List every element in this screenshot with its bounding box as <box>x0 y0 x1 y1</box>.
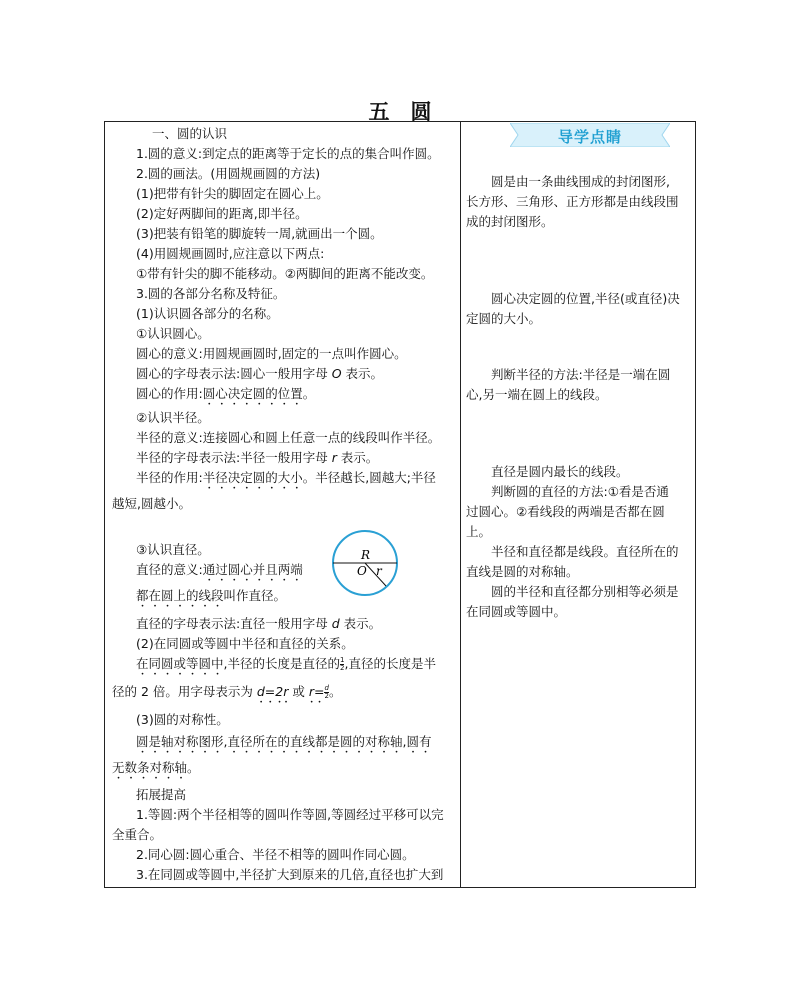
subheading: 拓展提高 <box>136 787 187 802</box>
note-line: 圆的半径和直径都分别相等必须是 <box>466 584 679 599</box>
text-line: (2)在同圆或等圆中半径和直径的关系。 <box>136 636 354 651</box>
text-line: (3)把装有铅笔的脚旋转一周,就画出一个圆。 <box>136 226 383 241</box>
text-line: 都在圆上的线段叫作直径。 <box>136 588 287 603</box>
note-line: 直线是圆的对称轴。 <box>466 564 579 579</box>
text-line: 直径的字母表示法:直径一般用字母 d 表示。 <box>136 616 382 631</box>
text-line: (4)用圆规画圆时,应注意以下两点: <box>136 246 325 261</box>
text-line: (1)把带有针尖的脚固定在圆心上。 <box>136 186 329 201</box>
note-line: 心,另一端在圆上的线段。 <box>466 387 608 402</box>
circle-diagram <box>330 528 400 598</box>
text-line: ③认识直径。 <box>136 542 210 557</box>
text-line: 3.在同圆或等圆中,半径扩大到原来的几倍,直径也扩大到 <box>136 867 444 882</box>
note-line: 判断圆的直径的方法:①看是否通 <box>466 484 669 499</box>
note-line: 上。 <box>466 524 492 539</box>
label-R: R <box>361 548 371 562</box>
text-line: 径的 2 倍。用字母表示为 d=2r 或 $r=\frac{d}{2}$ 。 <box>112 684 342 700</box>
label-r: r <box>376 564 382 578</box>
text-line: 半径的意义:连接圆心和圆上任意一点的线段叫作半径。 <box>136 430 441 445</box>
text-line: 2.同心圆:圆心重合、半径不相等的圆叫作同心圆。 <box>136 847 415 862</box>
text-line: 1.等圆:两个半径相等的圆叫作等圆,等圆经过平移可以完 <box>136 807 444 822</box>
text-line: 圆是轴对称图形,直径所在的直线都是圆的对称轴,圆有 <box>136 734 432 749</box>
section-heading: 一、圆的认识 <box>152 126 228 141</box>
sidebar-title: 导学点睛 <box>557 128 622 146</box>
fraction-d-over-2: $\frac{d}{2}$ <box>324 684 329 700</box>
text-line: 半径的字母表示法:半径一般用字母 r 表示。 <box>136 450 379 465</box>
text-line: 半径的作用:半径决定圆的大小。半径越长,圆越大;半径 <box>136 470 436 485</box>
text-line: 无数条对称轴。 <box>112 760 200 775</box>
note-line: 在同圆或等圆中。 <box>466 604 567 619</box>
note-line: 直径是圆内最长的线段。 <box>466 464 629 479</box>
text-line: ②认识半径。 <box>136 410 210 425</box>
page-title: 五 圆 <box>368 100 432 124</box>
note-line: 成的封闭图形。 <box>466 214 554 229</box>
note-line: 长方形、三角形、正方形都是由线段围 <box>466 194 679 209</box>
column-divider <box>460 121 461 888</box>
note-line: 半径和直径都是线段。直径所在的 <box>466 544 679 559</box>
text-line: 1.圆的意义:到定点的距离等于定长的点的集合叫作圆。 <box>136 146 440 161</box>
text-line: 在同圆或等圆中,半径的长度是直径的 $\frac{1}{2}$ ,直径的长度是半 <box>136 656 436 672</box>
text-line: ①带有针尖的脚不能移动。②两脚间的距离不能改变。 <box>136 266 434 281</box>
note-line: 定圆的大小。 <box>466 311 542 326</box>
text-line: 全重合。 <box>112 827 163 842</box>
text-line: (2)定好两脚间的距离,即半径。 <box>136 206 308 221</box>
text-line: 圆心的意义:用圆规画圆时,固定的一点叫作圆心。 <box>136 346 407 361</box>
text-line: 圆心的作用:圆心决定圆的位置。 <box>136 386 316 401</box>
text-line: 越短,圆越小。 <box>112 496 191 511</box>
text-line: 直径的意义:通过圆心并且两端 <box>136 562 303 577</box>
text-line: 3.圆的各部分名称及特征。 <box>136 286 286 301</box>
note-line: 圆心决定圆的位置,半径(或直径)决 <box>466 291 680 306</box>
note-line: 圆是由一条曲线围成的封闭图形, <box>466 174 670 189</box>
text-line: ①认识圆心。 <box>136 326 210 341</box>
note-line: 过圆心。②看线段的两端是否都在圆 <box>466 504 665 519</box>
text-line: (3)圆的对称性。 <box>136 712 229 727</box>
label-O: O <box>357 564 367 578</box>
text-line: (1)认识圆各部分的名称。 <box>136 306 279 321</box>
text-line: 2.圆的画法。(用圆规画圆的方法) <box>136 166 321 181</box>
fraction-one-half: $\frac{1}{2}$ <box>340 656 345 672</box>
text-line: 圆心的字母表示法:圆心一般用字母 O 表示。 <box>136 366 384 381</box>
note-line: 判断半径的方法:半径是一端在圆 <box>466 367 671 382</box>
